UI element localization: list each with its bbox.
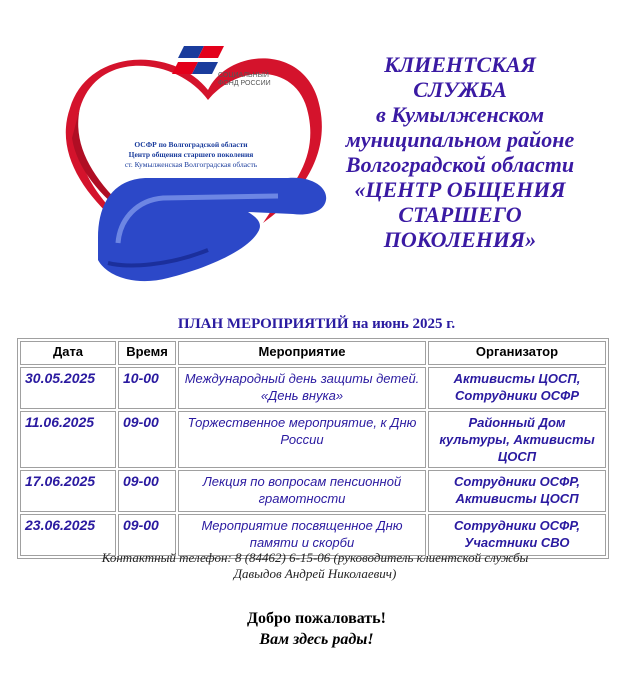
row-time: 09-00 [118,411,176,468]
logo-org-line: Центр общения старшего поколения [128,150,254,159]
row-organizer: Сотрудники ОСФР, Участники СВО [428,514,606,556]
row-event: Торжественное мероприятие, к Дню России [178,411,426,468]
row-time: 09-00 [118,514,176,556]
brand-line: ФОНД РОССИИ [218,80,271,87]
row-time: 10-00 [118,367,176,409]
contact-info [20,550,610,582]
row-date: 30.05.2025 [20,367,116,409]
contact-line: Контактный телефон: 8 (84462) 6-15-06 (руководитель клиентской службы [101,550,529,565]
osfr-heart-logo [58,28,348,298]
row-date: 17.06.2025 [20,470,116,512]
header-event: Мероприятие [178,341,426,365]
logo-org-line: ОСФР по Волгоградской области [134,140,248,149]
header-date: Дата [20,341,116,365]
header-organizer: Организатор [428,341,606,365]
row-event: Лекция по вопросам пенсионной грамотности [178,470,426,512]
table-row [20,470,606,512]
welcome-message [0,608,633,650]
row-time: 09-00 [118,470,176,512]
title-line: Волгоградской области [345,152,575,177]
table-header-row [20,341,606,365]
sf-brand-text [218,72,271,88]
logo-org-line: ст. Кумылженская Волгоградская область [124,160,258,169]
title-line: СТАРШЕГО [398,202,522,227]
plan-title: ПЛАН МЕРОПРИЯТИЙ на июнь 2025 г. [177,316,456,332]
row-date: 23.06.2025 [20,514,116,556]
title-line: СЛУЖБА [413,77,507,102]
brand-line: СОЦИАЛЬНЫЙ [218,72,269,79]
title-line: ПОКОЛЕНИЯ» [383,227,537,252]
title-line: КЛИЕНТСКАЯ [384,52,536,77]
title-line: «ЦЕНТР ОБЩЕНИЯ [354,177,566,202]
contact-line: Давыдов Андрей Николаевич) [233,566,397,581]
title-line: в Кумылженском [375,102,545,127]
row-organizer: Сотрудники ОСФР, Активисты ЦОСП [428,470,606,512]
welcome-line: Вам здесь рады! [259,631,374,648]
row-date: 11.06.2025 [20,411,116,468]
events-table [17,338,609,559]
logo-org-text [116,140,266,170]
title-line: муниципальном районе [345,127,575,152]
row-event: Международный день защиты детей. «День внука» [178,367,426,409]
row-organizer: Районный Дом культуры, Активисты ЦОСП [428,411,606,468]
welcome-line: Добро пожаловать! [247,610,386,627]
row-event: Мероприятие посвященное Дню памяти и скорби [178,514,426,556]
header-time: Время [118,341,176,365]
service-title [320,52,600,252]
table-row [20,367,606,409]
row-organizer: Активисты ЦОСП, Сотрудники ОСФР [428,367,606,409]
table-row [20,411,606,468]
